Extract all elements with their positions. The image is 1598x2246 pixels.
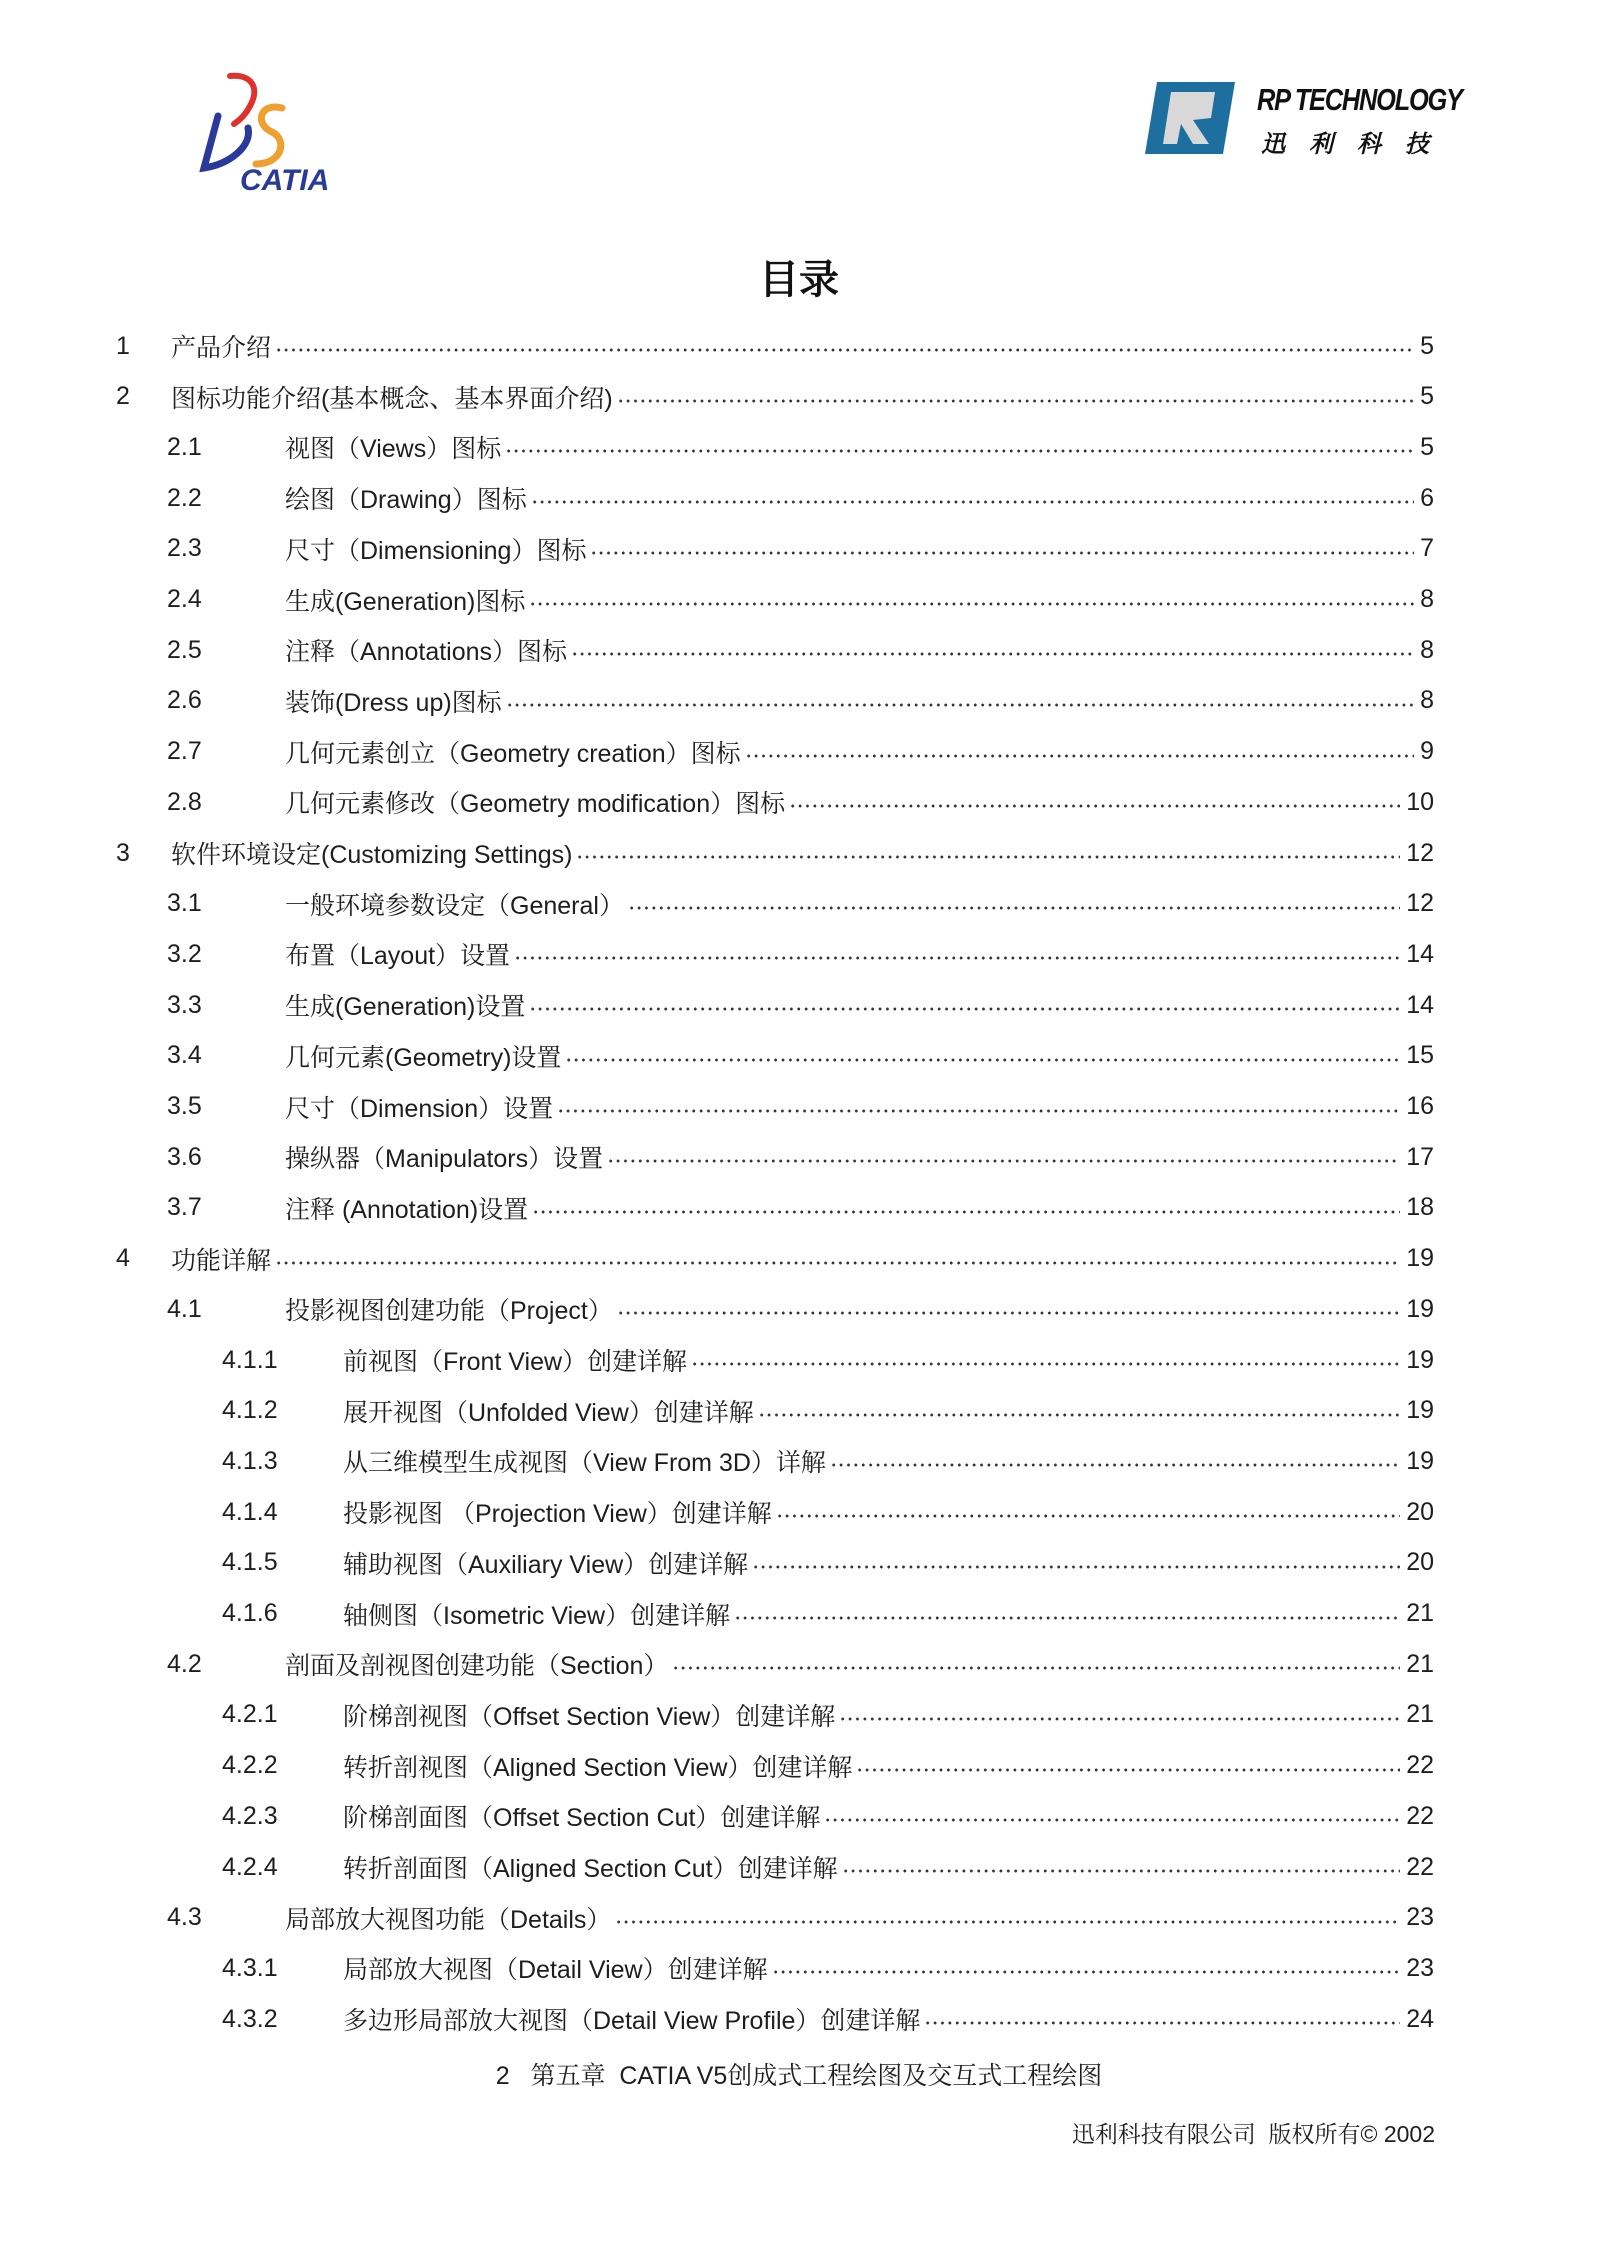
toc-entry-label: 投影视图 （Projection View）创建详解 (343, 1500, 772, 1529)
dot-leader (571, 644, 1414, 664)
toc-entry-page: 22 (1406, 1852, 1434, 1881)
toc-entry-page: 16 (1406, 1092, 1434, 1120)
toc-entry[interactable] (222, 1441, 1434, 1481)
toc-entry-label: 装饰(Dress up)图标 (285, 688, 502, 717)
toc-entry-page: 10 (1406, 787, 1434, 816)
dot-leader (856, 1760, 1400, 1780)
toc-entry-label: 视图（Views）图标 (285, 435, 502, 464)
toc-entry[interactable] (167, 478, 1434, 518)
toc-entry[interactable] (116, 1239, 1434, 1279)
toc-entry-label: 几何元素修改（Geometry modification）图标 (285, 790, 786, 819)
toc-entry[interactable] (167, 1087, 1434, 1127)
toc-entry[interactable] (222, 1746, 1434, 1786)
toc-entry[interactable] (116, 326, 1434, 366)
toc-entry[interactable] (222, 1391, 1434, 1431)
toc-entry-page: 17 (1406, 1142, 1434, 1171)
dot-leader (734, 1608, 1400, 1628)
toc-entry[interactable] (167, 580, 1434, 620)
copyright-text: 迅利科技有限公司 版权所有© 2002 (1071, 2121, 1435, 2147)
toc-entry-page: 24 (1406, 2004, 1434, 2033)
toc-entry-number: 3.6 (167, 1142, 202, 1171)
toc-entry-page: 7 (1420, 534, 1434, 563)
dot-leader (615, 1912, 1400, 1932)
toc-entry-label: 几何元素创立（Geometry creation）图标 (285, 739, 741, 768)
toc-entry-number: 3.1 (167, 889, 202, 918)
toc-entry-label: 操纵器（Manipulators）设置 (285, 1145, 604, 1174)
toc-entry-label: 布置（Layout）设置 (285, 942, 511, 971)
dot-leader (529, 999, 1400, 1019)
toc-entry-number: 3.2 (167, 939, 202, 968)
toc-entry[interactable] (167, 884, 1434, 924)
toc-entry-number: 1 (116, 331, 130, 360)
toc-entry-number: 2.6 (167, 686, 202, 715)
toc-entry-label: 轴侧图（Isometric View）创建详解 (343, 1601, 731, 1630)
toc-entry-label: 剖面及剖视图创建功能（Section） (285, 1652, 669, 1681)
toc-entry[interactable] (222, 1594, 1434, 1634)
toc-entry-label: 前视图（Front View）创建详解 (343, 1348, 688, 1376)
dot-leader (590, 543, 1414, 563)
rp-technology-logo (1145, 82, 1475, 157)
toc-entry-page: 12 (1406, 889, 1434, 918)
dot-leader (830, 1455, 1400, 1475)
toc-entry-number: 2.1 (167, 432, 202, 461)
dot-leader (617, 1303, 1400, 1323)
toc-entry[interactable] (167, 1188, 1434, 1228)
toc-entry-label: 几何元素(Geometry)设置 (285, 1043, 562, 1072)
toc-entry[interactable] (167, 630, 1434, 670)
dot-leader (557, 1101, 1400, 1121)
page-title: 目录 (759, 258, 839, 302)
toc-entry-page: 8 (1420, 635, 1434, 664)
toc-entry-number: 4.1.4 (222, 1497, 278, 1526)
toc-entry[interactable] (222, 1492, 1434, 1532)
toc-entry[interactable] (222, 1999, 1434, 2039)
dot-leader (576, 847, 1400, 867)
toc-entry-label: 多边形局部放大视图（Detail View Profile）创建详解 (343, 2007, 921, 2036)
toc-entry-page: 18 (1406, 1193, 1434, 1222)
toc-entry-label: 局部放大视图功能（Details） (285, 1905, 612, 1934)
toc-entry-number: 2.2 (167, 483, 202, 512)
toc-entry-label: 从三维模型生成视图（View From 3D）详解 (343, 1449, 826, 1478)
dot-leader (275, 340, 1414, 360)
toc-entry-number: 2.3 (167, 534, 202, 563)
toc-entry[interactable] (116, 833, 1434, 873)
toc-entry[interactable] (167, 782, 1434, 822)
toc-entry-page: 14 (1406, 939, 1434, 968)
toc-entry-number: 2.5 (167, 635, 202, 664)
toc-entry-number: 3.4 (167, 1041, 202, 1070)
toc-entry-page: 20 (1406, 1548, 1434, 1577)
toc-entry-number: 4.2.4 (222, 1852, 278, 1881)
dot-leader (924, 2013, 1400, 2033)
dot-leader (628, 898, 1400, 918)
dot-leader (514, 948, 1400, 968)
toc-entry[interactable] (222, 1695, 1434, 1735)
toc-entry-label: 局部放大视图（Detail View）创建详解 (343, 1956, 768, 1985)
toc-entry-page: 5 (1420, 382, 1434, 411)
toc-entry-page: 23 (1406, 1953, 1434, 1982)
toc-entry-page: 9 (1420, 737, 1434, 766)
dot-leader (505, 441, 1414, 461)
toc-entry[interactable] (167, 427, 1434, 467)
dot-leader (532, 1202, 1400, 1222)
toc-entry-page: 8 (1420, 686, 1434, 715)
toc-entry-number: 2.8 (167, 787, 202, 816)
toc-entry-label: 转折剖视图（Aligned Section View）创建详解 (343, 1753, 853, 1782)
toc-entry-label: 阶梯剖面图（Offset Section Cut）创建详解 (343, 1804, 821, 1833)
toc-entry-label: 阶梯剖视图（Offset Section View）创建详解 (343, 1702, 836, 1731)
toc-entry-page: 14 (1406, 990, 1434, 1019)
toc-entry-number: 4.3 (167, 1903, 202, 1932)
toc-entry[interactable] (116, 377, 1434, 417)
dot-leader (275, 1253, 1400, 1273)
dot-leader (531, 492, 1414, 512)
toc-entry-label: 产品介绍 (171, 334, 272, 362)
dot-leader (752, 1557, 1400, 1577)
toc-entry-label: 注释 (Annotation)设置 (285, 1195, 529, 1224)
toc-entry-label: 一般环境参数设定（General） (285, 891, 624, 920)
toc-entry-number: 4.3.1 (222, 1953, 278, 1982)
toc-entry-page: 19 (1406, 1345, 1434, 1374)
toc-entry[interactable] (222, 1340, 1434, 1380)
dot-leader (842, 1861, 1401, 1881)
toc-entry-label: 软件环境设定(Customizing Settings) (171, 841, 573, 869)
svg-text:CATIA: CATIA (240, 164, 330, 193)
toc-entry-page: 5 (1420, 432, 1434, 461)
dot-leader (745, 746, 1414, 766)
toc-entry[interactable] (167, 529, 1434, 569)
toc-entry-page: 22 (1406, 1801, 1434, 1830)
dot-leader (772, 1962, 1401, 1982)
toc-entry-page: 21 (1406, 1700, 1434, 1729)
toc-entry-number: 4.1.2 (222, 1396, 278, 1425)
toc-entry-label: 绘图（Drawing）图标 (285, 486, 527, 515)
toc-entry-number: 4.1.5 (222, 1548, 278, 1577)
toc-entry-page: 8 (1420, 585, 1434, 613)
toc-entry-label: 尺寸（Dimensioning）图标 (285, 536, 587, 565)
toc-entry-page: 21 (1406, 1649, 1434, 1678)
toc-entry[interactable] (167, 1036, 1434, 1076)
rp-r-icon (1145, 82, 1235, 154)
toc-entry-number: 3.7 (167, 1193, 202, 1222)
toc-entry-number: 4.2.3 (222, 1801, 278, 1830)
toc-entry-number: 4.1 (167, 1294, 202, 1323)
toc-entry[interactable] (222, 1847, 1434, 1887)
dot-leader (758, 1405, 1400, 1425)
dot-leader (565, 1050, 1400, 1070)
toc-entry-label: 注释（Annotations）图标 (285, 638, 568, 667)
toc-entry-label: 投影视图创建功能（Project） (285, 1297, 613, 1326)
toc-entry-label: 转折剖面图（Aligned Section Cut）创建详解 (343, 1855, 838, 1883)
toc-entry[interactable] (167, 985, 1434, 1025)
toc-entry-page: 20 (1406, 1497, 1434, 1526)
toc-entry-number: 4.3.2 (222, 2004, 278, 2033)
page-footer-chapter: 2 第五章 CATIA V5创成式工程绘图及交互式工程绘图 (495, 2062, 1103, 2090)
dot-leader (506, 695, 1414, 715)
toc-entry[interactable] (167, 1644, 1434, 1684)
toc-entry[interactable] (167, 732, 1434, 772)
toc-entry-page: 6 (1420, 483, 1434, 512)
toc-entry-page: 12 (1406, 838, 1434, 867)
toc-entry-page: 5 (1420, 331, 1434, 360)
toc-entry-page: 19 (1406, 1396, 1434, 1425)
dot-leader (607, 1151, 1400, 1171)
dot-leader (529, 594, 1414, 614)
toc-entry[interactable] (222, 1796, 1434, 1836)
dot-leader (617, 391, 1414, 411)
toc-entry-number: 2.4 (167, 585, 202, 613)
toc-entry-number: 2 (116, 382, 130, 411)
toc-entry[interactable] (167, 1137, 1434, 1177)
toc-entry-label: 图标功能介绍(基本概念、基本界面介绍) (171, 384, 613, 413)
dot-leader (789, 796, 1400, 816)
toc-entry-number: 4.2.1 (222, 1700, 278, 1729)
toc-entry-page: 23 (1406, 1903, 1434, 1932)
toc-entry-page: 19 (1406, 1244, 1434, 1273)
toc-entry-number: 3.5 (167, 1092, 202, 1120)
toc-entry-page: 19 (1406, 1294, 1434, 1323)
dot-leader (691, 1354, 1400, 1374)
toc-entry-label: 功能详解 (171, 1246, 272, 1275)
rp-logo-text-cn: 迅利科技 (1261, 131, 1453, 158)
toc-entry-number: 4.1.1 (222, 1345, 278, 1374)
dot-leader (839, 1709, 1400, 1729)
toc-entry-label: 生成(Generation)设置 (285, 993, 526, 1022)
toc-entry[interactable] (222, 1948, 1434, 1988)
dot-leader (672, 1658, 1400, 1678)
toc-entry[interactable] (167, 1289, 1434, 1329)
toc-entry-page: 22 (1406, 1751, 1434, 1780)
toc-entry[interactable] (167, 1898, 1434, 1938)
toc-entry-label: 生成(Generation)图标 (285, 587, 526, 616)
toc-entry-label: 尺寸（Dimension）设置 (285, 1094, 554, 1123)
ds-catia-logo (190, 68, 340, 193)
toc-entry[interactable] (167, 681, 1434, 721)
toc-entry-number: 4.2 (167, 1649, 202, 1678)
toc-entry-number: 4 (116, 1244, 130, 1273)
toc-entry-number: 4.1.6 (222, 1599, 278, 1627)
toc-entry-number: 3 (116, 838, 130, 867)
toc-entry-number: 4.2.2 (222, 1751, 278, 1780)
toc-entry-number: 2.7 (167, 737, 202, 766)
toc-entry-page: 19 (1406, 1446, 1434, 1475)
toc-entry-label: 展开视图（Unfolded View）创建详解 (343, 1398, 754, 1427)
rp-logo-text-en: RP TECHNOLOGY (1257, 82, 1462, 117)
toc-entry-label: 辅助视图（Auxiliary View）创建详解 (343, 1550, 749, 1579)
toc-entry[interactable] (167, 934, 1434, 974)
dot-leader (776, 1506, 1400, 1526)
toc-entry-page: 15 (1406, 1041, 1434, 1070)
toc-entry-number: 3.3 (167, 990, 202, 1019)
toc-entry[interactable] (222, 1543, 1434, 1583)
dot-leader (824, 1810, 1400, 1830)
toc-entry-number: 4.1.3 (222, 1446, 278, 1475)
toc-entry-page: 21 (1406, 1599, 1434, 1627)
